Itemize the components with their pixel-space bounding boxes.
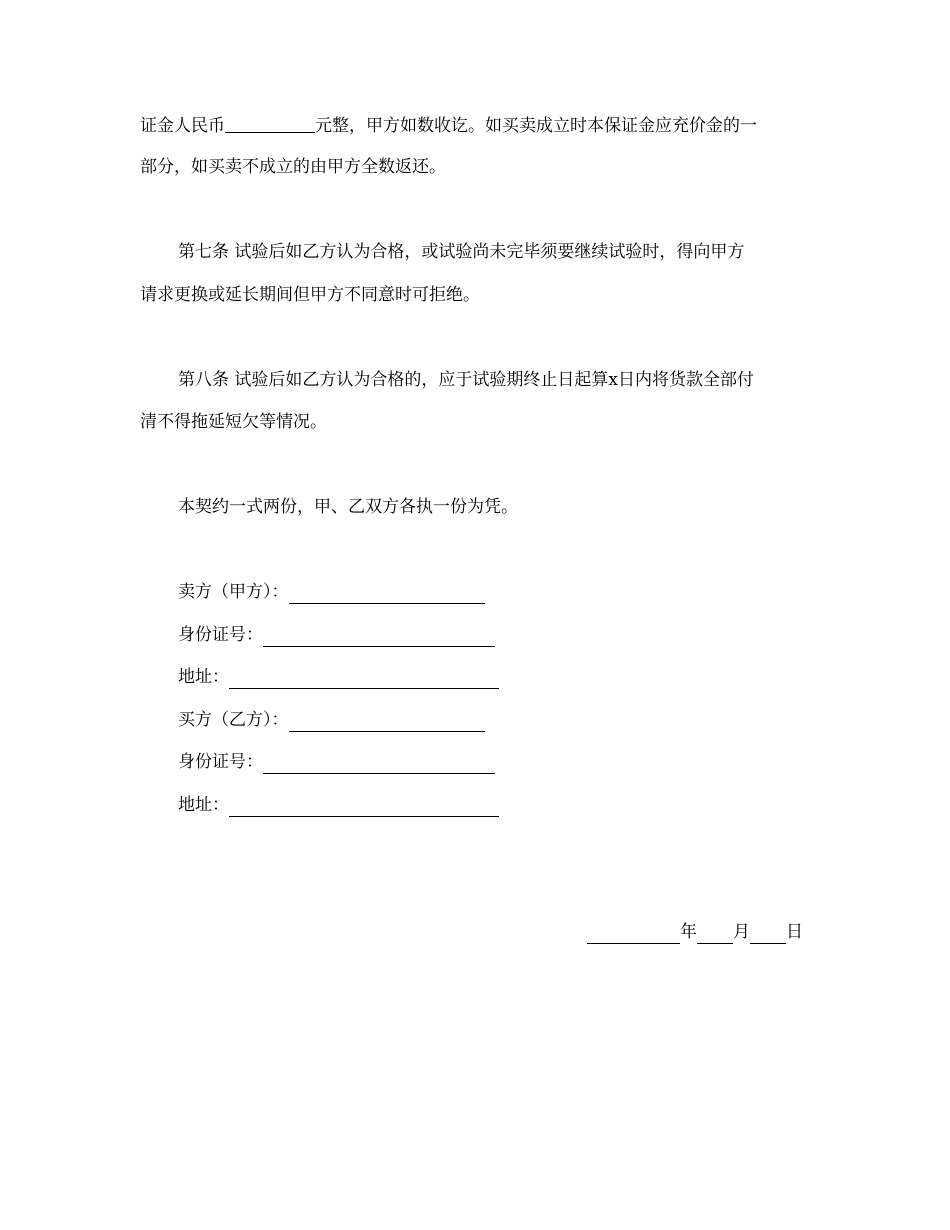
clause6-text-b: 元整，甲方如数收讫。如买卖成立时本保证金应充价金的一 bbox=[315, 116, 757, 136]
clause8-line2: 清不得拖延短欠等情况。 bbox=[140, 412, 327, 432]
buyer-id-line bbox=[263, 755, 495, 774]
buyer-address-row bbox=[178, 793, 499, 817]
year-label: 年 bbox=[680, 922, 697, 942]
seller-signature-row bbox=[178, 580, 485, 604]
seller-address-label: 地址： bbox=[178, 667, 229, 687]
clause6-line1 bbox=[140, 113, 757, 138]
clause7-line2: 请求更换或延长期间但甲方不同意时可拒绝。 bbox=[140, 285, 480, 305]
month-label: 月 bbox=[733, 922, 750, 942]
buyer-label: 买方（乙方）： bbox=[178, 710, 289, 730]
buyer-signature-row bbox=[178, 708, 485, 732]
seller-address-line bbox=[229, 670, 499, 689]
buyer-id-row bbox=[178, 750, 495, 774]
buyer-address-label: 地址： bbox=[178, 795, 229, 815]
date-row bbox=[587, 920, 803, 944]
seller-id-label: 身份证号： bbox=[178, 625, 263, 645]
seller-id-line bbox=[263, 628, 495, 647]
clause6-text-a: 证金人民币 bbox=[140, 116, 225, 136]
closing-statement: 本契约一式两份，甲、乙双方各执一份为凭。 bbox=[178, 497, 518, 517]
clause8-line1: 第八条 试验后如乙方认为合格的，应于试验期终止日起算x日内将货款全部付 bbox=[178, 370, 754, 390]
seller-signature-line bbox=[289, 585, 485, 604]
buyer-signature-line bbox=[289, 713, 485, 732]
seller-label: 卖方（甲方）： bbox=[178, 582, 289, 602]
day-blank bbox=[750, 925, 786, 944]
seller-address-row bbox=[178, 665, 499, 689]
month-blank bbox=[697, 925, 733, 944]
clause7-line1: 第七条 试验后如乙方认为合格，或试验尚未完毕须要继续试验时，得向甲方 bbox=[178, 242, 745, 262]
clause6-line2: 部分，如买卖不成立的由甲方全数返还。 bbox=[140, 157, 446, 177]
seller-id-row bbox=[178, 623, 495, 647]
year-blank bbox=[587, 925, 680, 944]
day-label: 日 bbox=[786, 922, 803, 942]
deposit-amount-blank bbox=[225, 115, 315, 133]
buyer-address-line bbox=[229, 798, 499, 817]
buyer-id-label: 身份证号： bbox=[178, 752, 263, 772]
